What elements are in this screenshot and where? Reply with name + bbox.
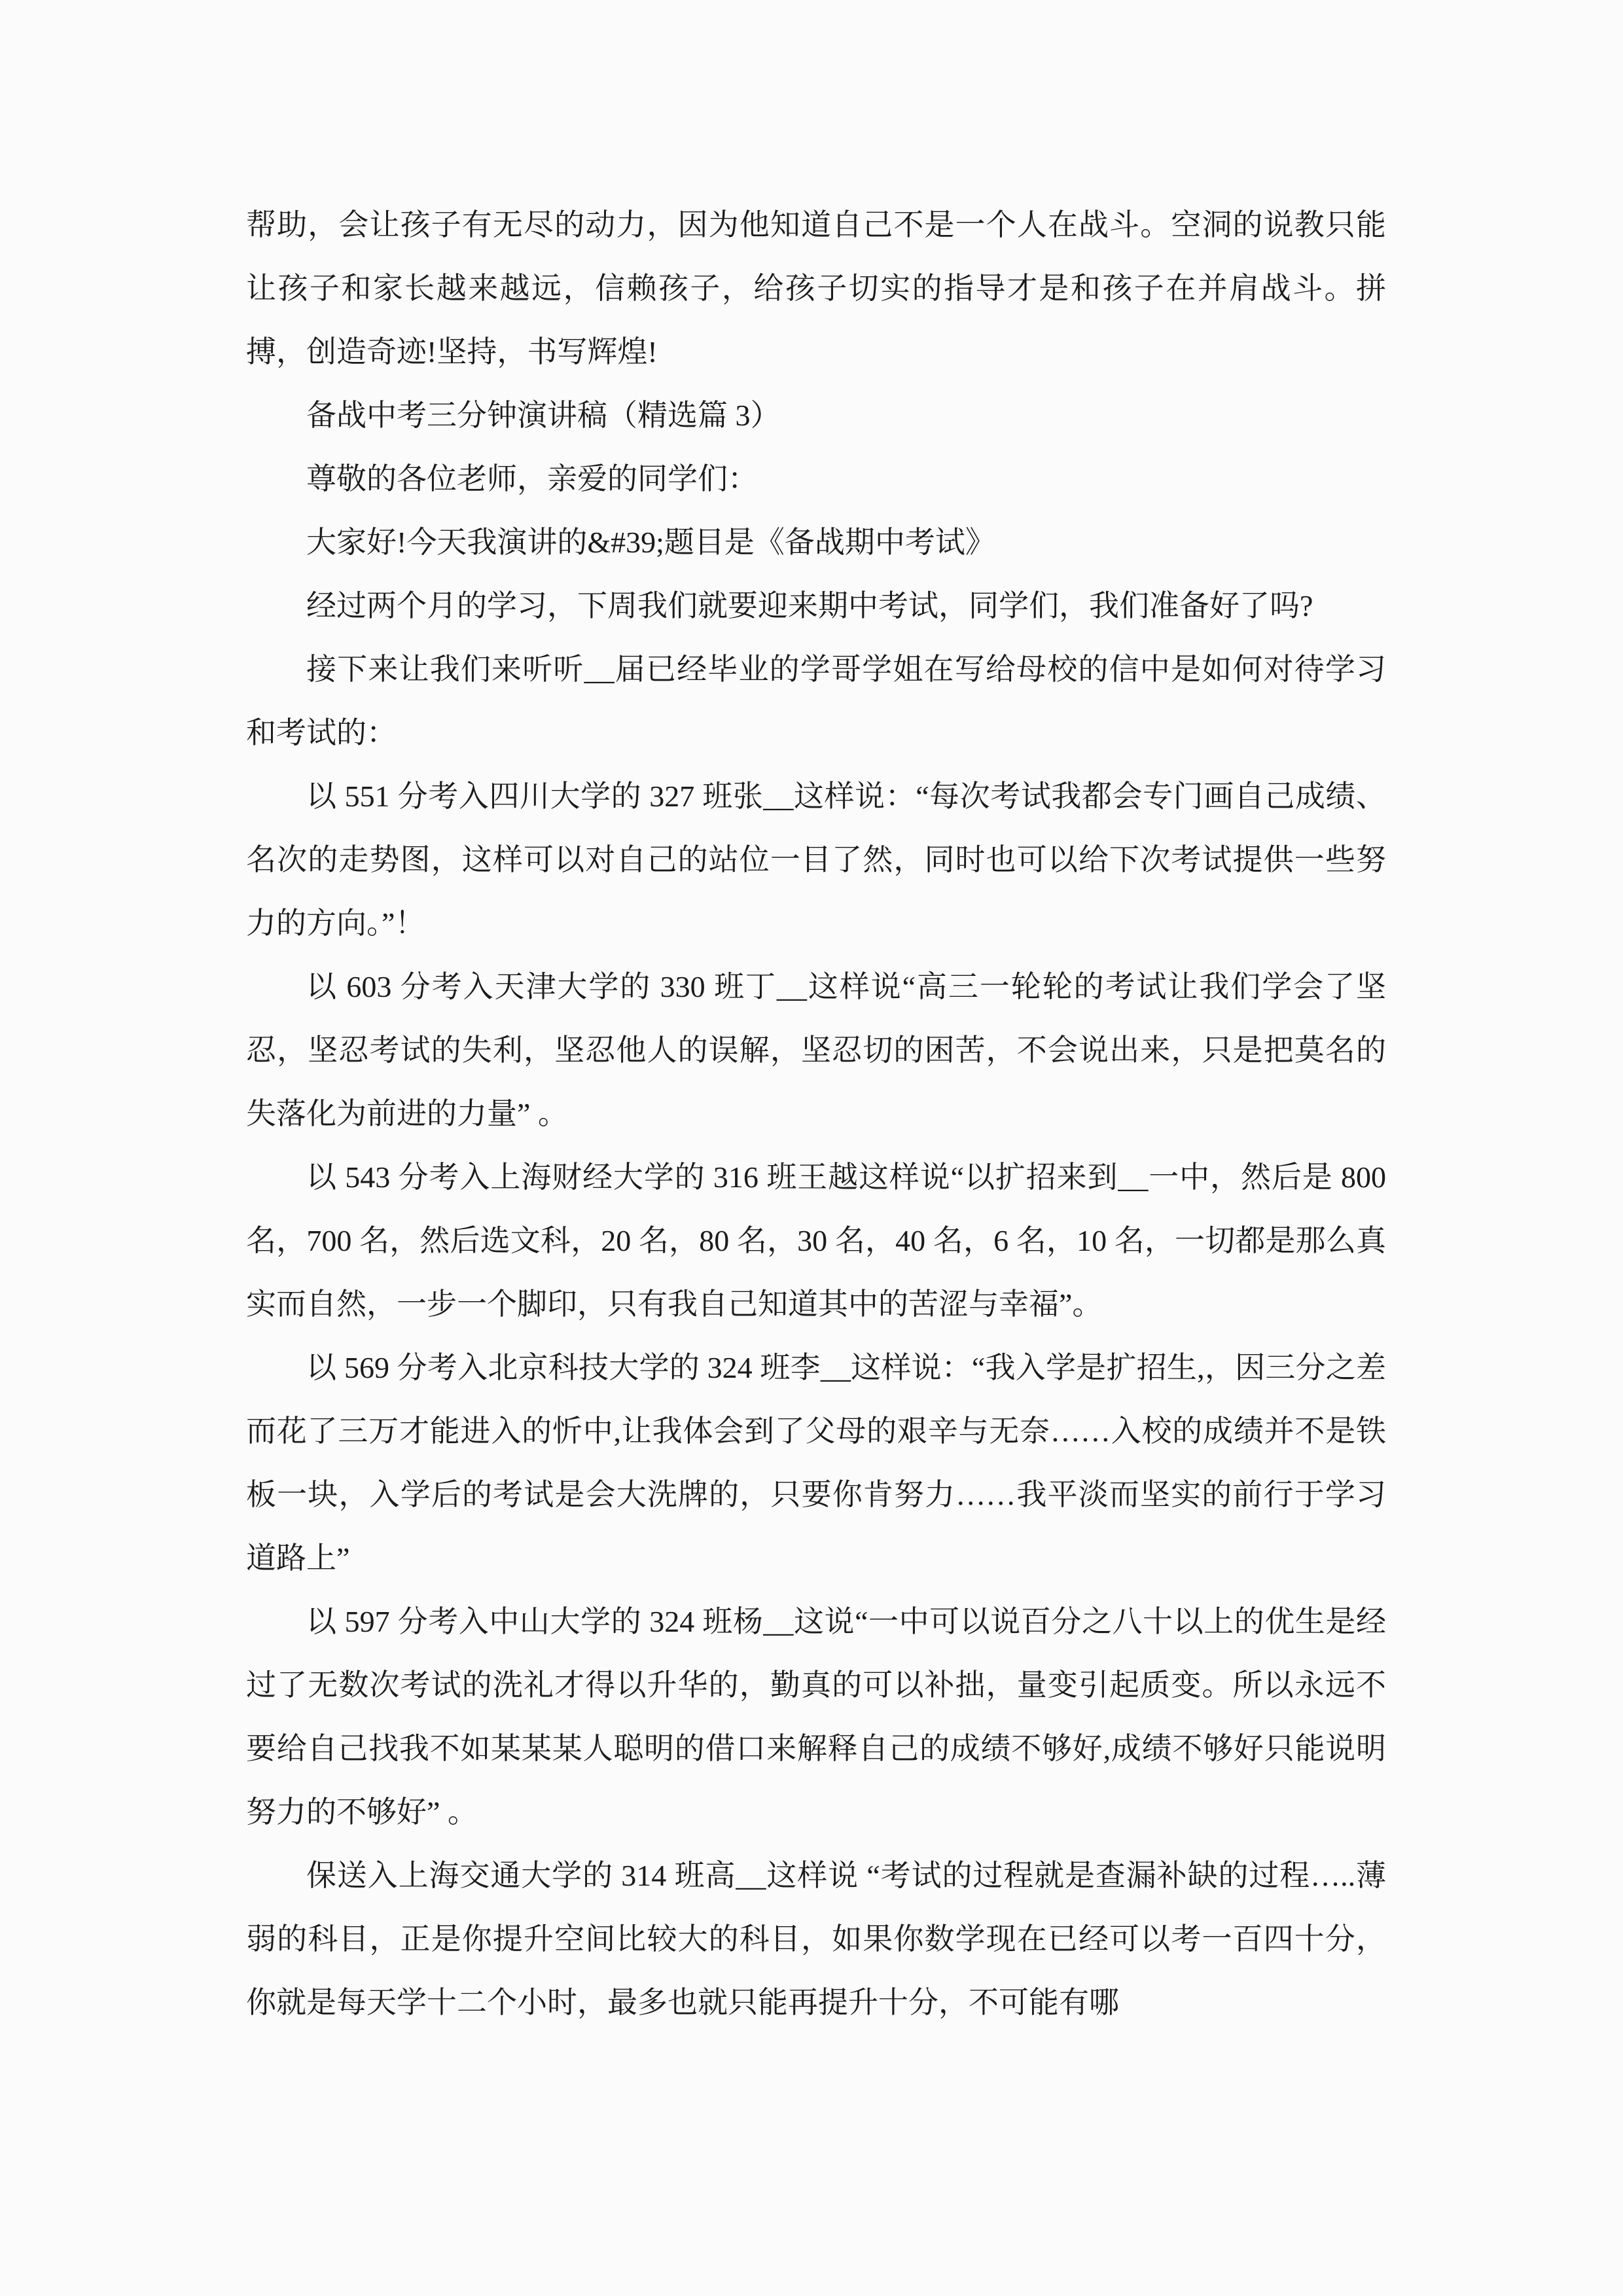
paragraph: 帮助，会让孩子有无尽的动力，因为他知道自己不是一个人在战斗。空洞的说教只能让孩子和家长越来越远，信赖孩子，给孩子切实的指导才是和孩子在并肩战斗。拼搏，创造奇迹!坚持，书写辉煌! [246,208,1386,368]
paragraph: 大家好!今天我演讲的&#39;题目是《备战期中考试》 [306,526,995,559]
paragraph: 以 569 分考入北京科技大学的 324 班李__这样说：“我入学是扩招生,，因三分之差而花了三万才能进入的忻中,让我体会到了父母的艰辛与无奈……入校的成绩并不是铁板一块，入学后的考试是会大洗牌的，只要你肯努力……我平淡而坚实的前行于学习道路上” [246,1351,1386,1575]
paragraph: 备战中考三分钟演讲稿（精选篇 3） [306,399,781,432]
paragraph: 以 603 分考入天津大学的 330 班丁__这样说“高三一轮轮的考试让我们学会了坚忍，坚忍考试的失利，坚忍他人的误解，坚忍切的困苦，不会说出来，只是把莫名的失落化为前进的力量” 。 [246,970,1386,1130]
paragraph: 以 597 分考入中山大学的 324 班杨__这说“一中可以说百分之八十以上的优生是经过了无数次考试的洗礼才得以升华的，勤真的可以补拙，量变引起质变。所以永远不要给自己找我不如某某某人聪明的借口来解释自己的成绩不够好,成绩不够好只能说明努力的不够好” 。 [246,1605,1386,1829]
paragraph: 以 543 分考入上海财经大学的 316 班王越这样说“以扩招来到__一中，然后是 800 名，700 名，然后选文科，20 名，80 名，30 名，40 名，6 名，10 名，一切都是那么真实而自然，一步一个脚印，只有我自己知道其中的苦涩与幸福”。 [246,1160,1387,1321]
document-body [246,193,1386,2034]
paragraph: 接下来让我们来听听__届已经毕业的学哥学姐在写给母校的信中是如何对待学习和考试的： [246,653,1386,749]
paragraph: 经过两个月的学习，下周我们就要迎来期中考试，同学们，我们准备好了吗? [306,589,1313,622]
paragraph: 尊敬的各位老师，亲爱的同学们： [306,462,758,495]
paragraph: 保送入上海交通大学的 314 班高__这样说 “考试的过程就是查漏补缺的过程…..薄弱的科目，正是你提升空间比较大的科目，如果你数学现在已经可以考一百四十分，你就是每天学十二个小时，最多也就只能再提升十分，不可能有哪 [246,1859,1386,2019]
paragraph: 以 551 分考入四川大学的 327 班张__这样说：“每次考试我都会专门画自己成绩、名次的走势图，这样可以对自己的站位一目了然，同时也可以给下次考试提供一些努力的方向。”！ [246,780,1386,940]
